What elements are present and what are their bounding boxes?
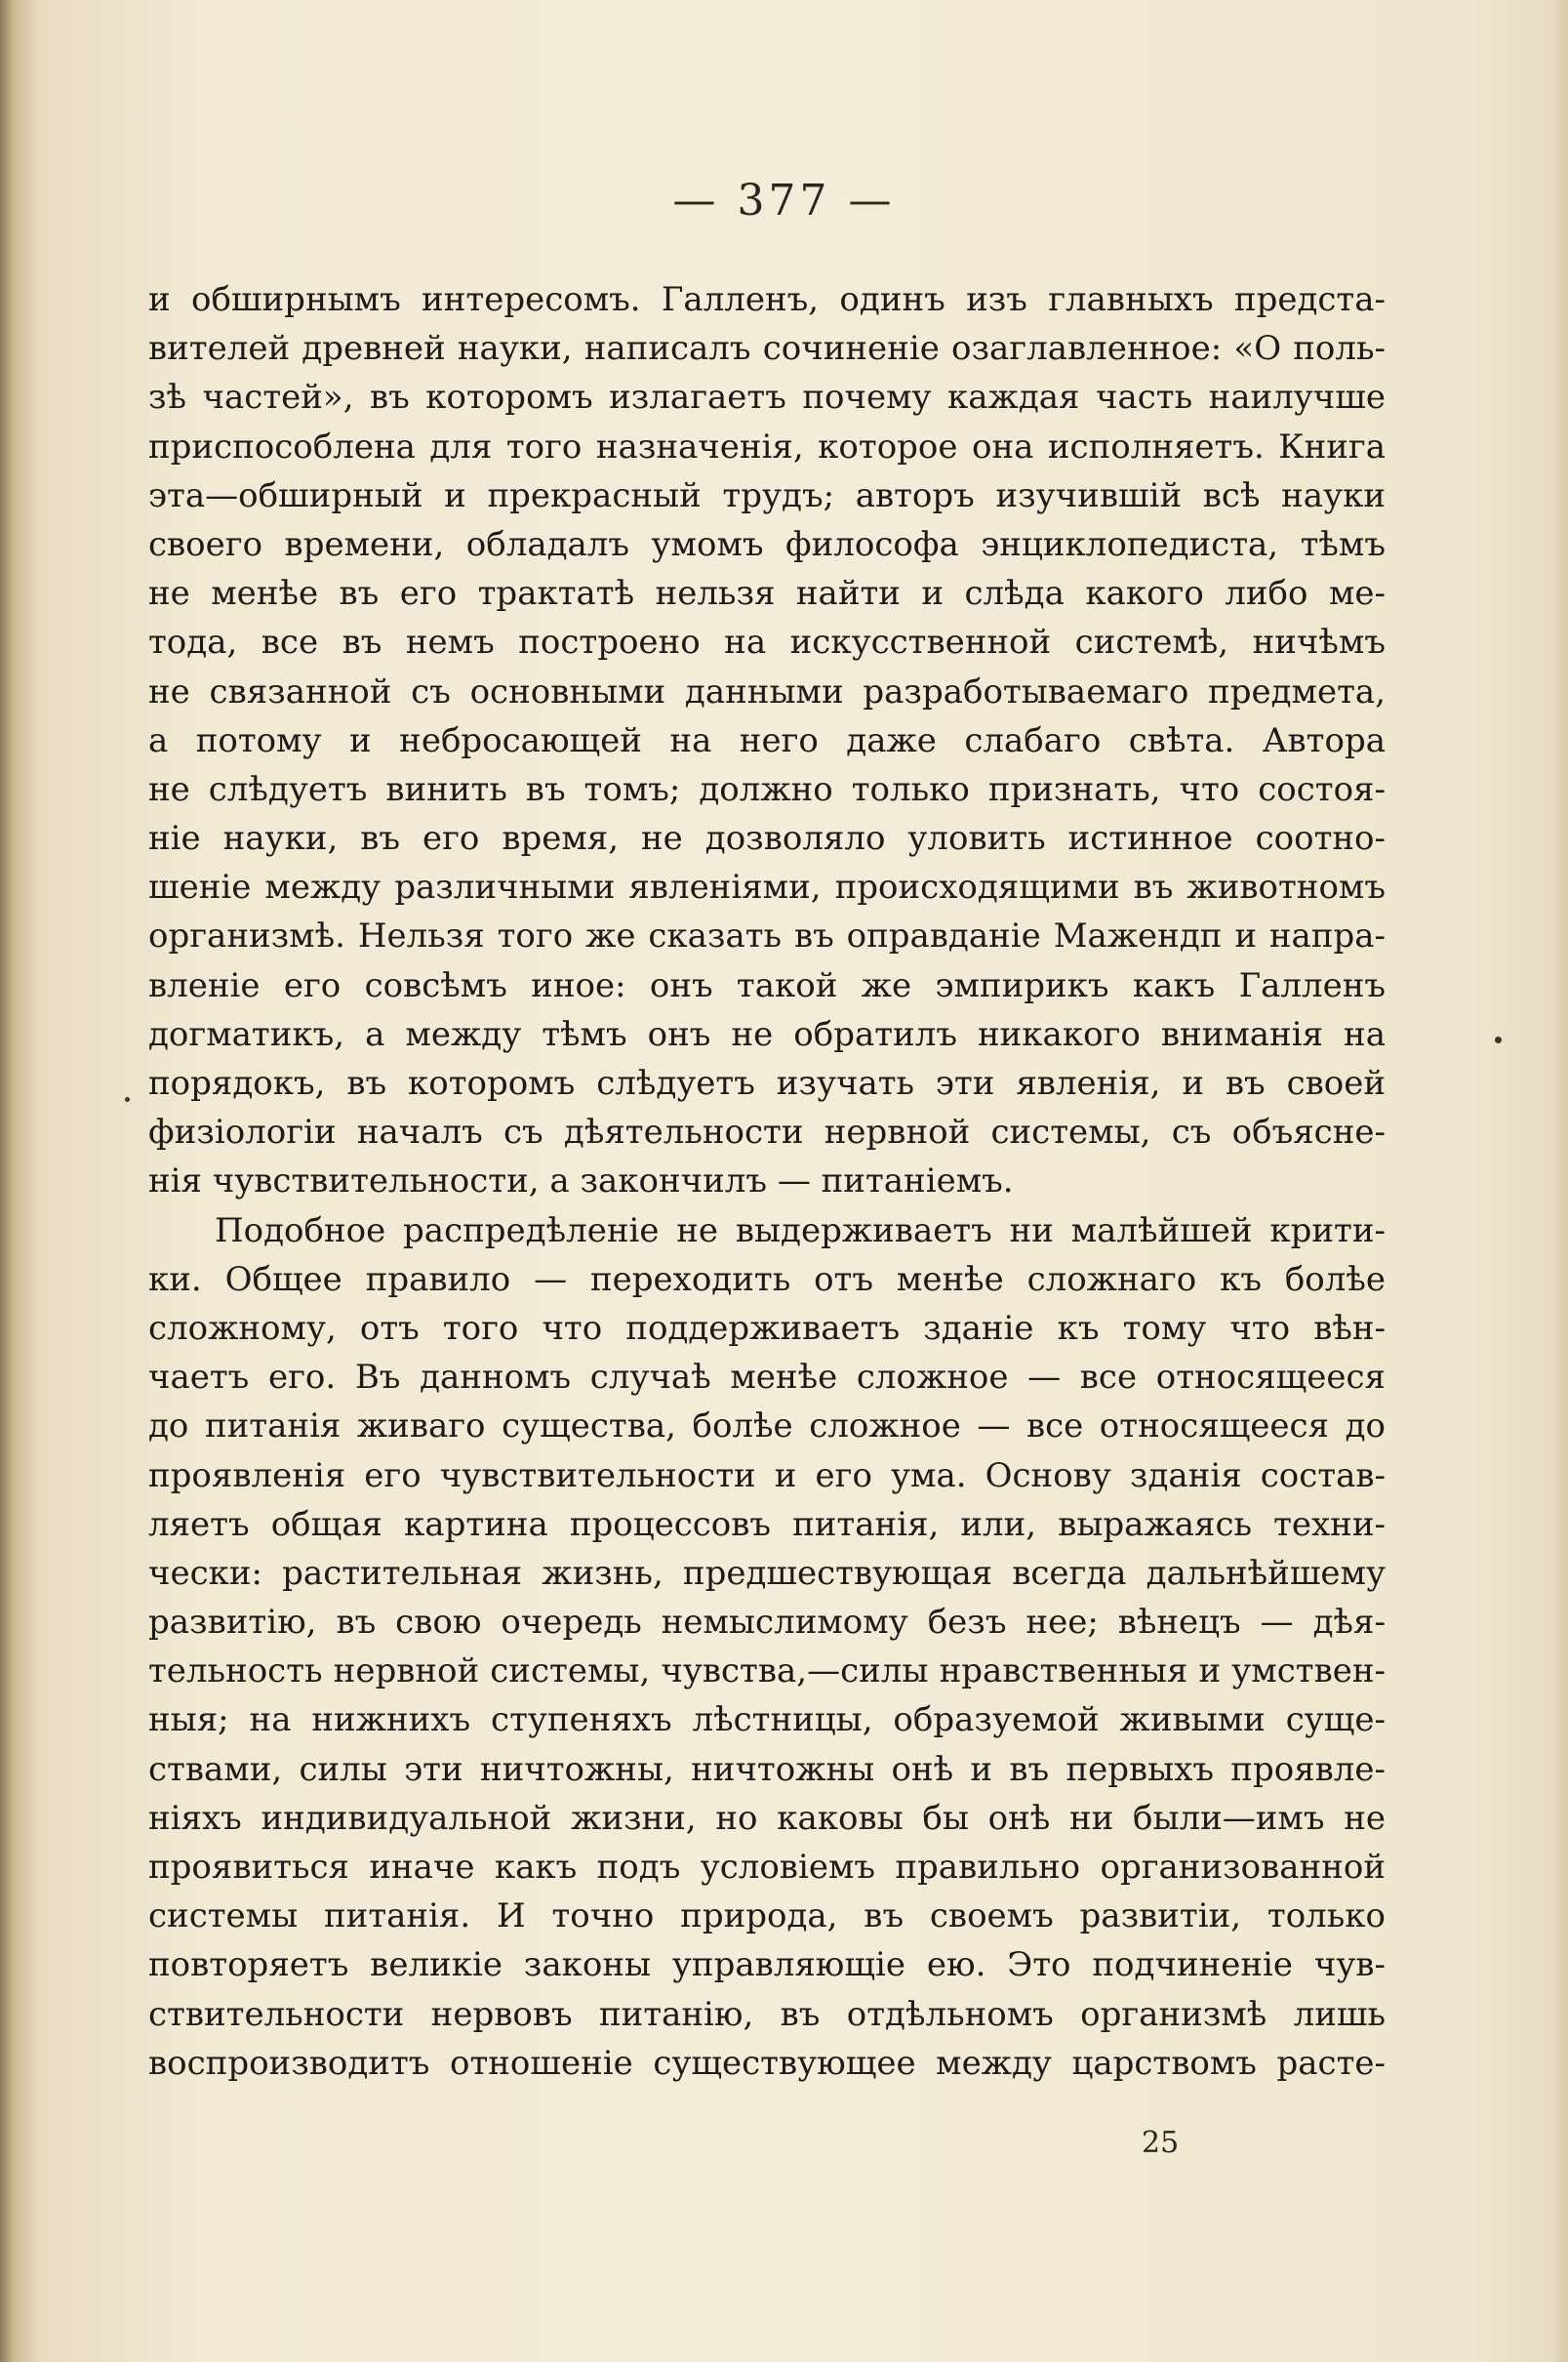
text-line: ніе науки, въ его время, не дозволяло уловить истинное соотно- (148, 819, 1386, 859)
text-line: а потому и небросающей на него даже слабаго свѣта. Автора (148, 720, 1386, 760)
text-line: организмѣ. Нельзя того же сказать въ оправданіе Мажендп и напра- (148, 916, 1386, 957)
page-number-header: — 377 — (672, 176, 896, 225)
text-line: своего времени, обладалъ умомъ философа энциклопедиста, тѣмъ (148, 524, 1386, 564)
text-line: чески: растительная жизнь, предшествующая всегда дальнѣйшему (148, 1553, 1386, 1593)
text-line: чаетъ его. Въ данномъ случаѣ менѣе сложное — все относящееся (148, 1358, 1386, 1398)
text-line: не менѣе въ его трактатѣ нельзя найти и слѣда какого либо ме- (148, 574, 1386, 614)
text-line: тода, все въ немъ построено на искусственной системѣ, ничѣмъ (148, 623, 1386, 663)
text-line: повторяетъ великіе законы управляющіе ею. Это подчиненіе чув- (148, 1945, 1386, 1985)
signature-mark: 25 (1142, 2126, 1180, 2160)
text-line: не связанной съ основными данными разработываемаго предмета, (148, 672, 1386, 712)
text-line: до питанія живаго существа, болѣе сложное — все относящееся до (148, 1406, 1386, 1446)
text-line: порядокъ, въ которомъ слѣдуетъ изучать эти явленія, и въ своей (148, 1064, 1386, 1103)
text-line: воспроизводитъ отношеніе существующее между царствомъ расте- (148, 2043, 1386, 2083)
text-line: приспособлена для того назначенія, которое она исполняетъ. Книга (148, 427, 1386, 467)
ink-speck (125, 1097, 130, 1102)
text-line: зѣ частей», въ которомъ излагаетъ почему каждая часть наилучше (148, 378, 1386, 418)
text-line: догматикъ, а между тѣмъ онъ не обратилъ никакого вниманія на (148, 1014, 1386, 1054)
text-line: вителей древней науки, написалъ сочиненіе озаглавленное: «О поль- (148, 329, 1386, 369)
paragraph-start-line: Подобное распредѣленіе не выдерживаетъ ни малѣйшей крити- (215, 1210, 1386, 1250)
text-line: сложному, отъ того что поддерживаетъ зданіе къ тому что вѣн- (148, 1308, 1386, 1348)
text-line: не слѣдуетъ винить въ томъ; должно только признать, что состоя- (148, 769, 1386, 809)
text-line: тельность нервной системы, чувства,—силы нравственныя и умствен- (148, 1651, 1386, 1691)
text-line: ніяхъ индивидуальной жизни, но каковы бы онѣ ни были—имъ не (148, 1798, 1386, 1838)
ink-speck (1495, 1037, 1502, 1043)
text-line: эта—обширный и прекрасный трудъ; авторъ изучившій всѣ науки (148, 475, 1386, 515)
text-line: шеніе между различными явленіями, происходящими въ животномъ (148, 868, 1386, 908)
text-line: ствами, силы эти ничтожны, ничтожны онѣ и въ первыхъ проявле- (148, 1749, 1386, 1789)
text-line: нія чувствительности, а закончилъ — питаніемъ. (148, 1161, 1014, 1201)
text-line: и обширнымъ интересомъ. Галленъ, одинъ изъ главныхъ предста- (148, 280, 1386, 319)
text-line: развитію, въ свою очередь немыслимому безъ нее; вѣнецъ — дѣя- (148, 1603, 1386, 1643)
body-text (148, 275, 1386, 2088)
text-line: системы питанія. И точно природа, въ своемъ развитіи, только (148, 1896, 1386, 1936)
text-line: проявленія его чувствительности и его ума. Основу зданія состав- (148, 1455, 1386, 1495)
text-line: ствительности нервовъ питанію, въ отдѣльномъ организмѣ лишь (148, 1994, 1386, 2034)
text-line: физіологіи началъ съ дѣятельности нервной системы, съ объясне- (148, 1113, 1386, 1153)
text-line: ляетъ общая картина процессовъ питанія, или, выражаясь техни- (148, 1504, 1386, 1544)
text-line: проявиться иначе какъ подъ условіемъ правильно организованной (148, 1848, 1386, 1887)
text-line: ки. Общее правило — переходить отъ менѣе сложнаго къ болѣе (148, 1259, 1386, 1299)
text-line: ныя; на нижнихъ ступеняхъ лѣстницы, образуемой живыми суще- (148, 1700, 1386, 1740)
text-line: вленіе его совсѣмъ иное: онъ такой же эмпирикъ какъ Галленъ (148, 965, 1386, 1005)
